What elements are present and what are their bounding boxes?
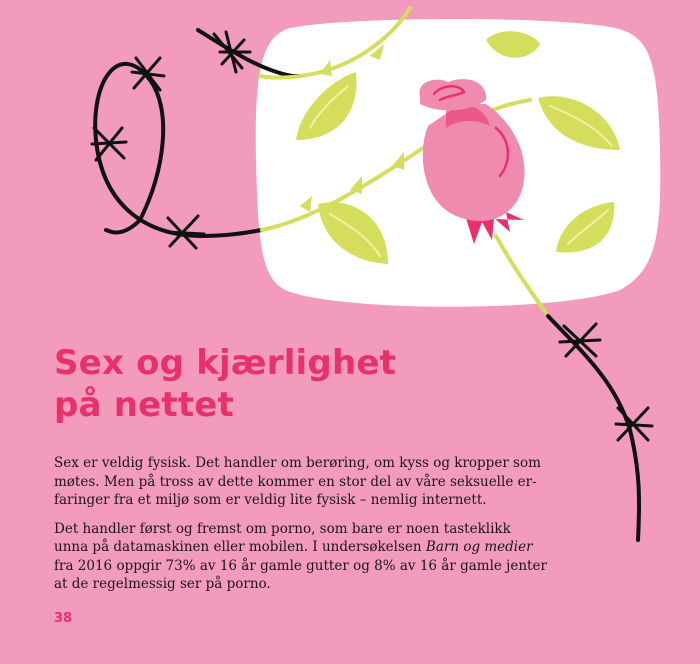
page-number: 38	[54, 611, 73, 626]
paragraph-2	[54, 520, 547, 594]
paragraph-2-line-2-text: unna på datamaskinen eller mobilen. I undersøkelsen	[54, 539, 422, 555]
paragraph-2-line-3: fra 2016 oppgir 73% av 16 år gamle gutter og 8% av 16 år gamle jenter	[54, 557, 547, 574]
paragraph-2-line-2	[54, 538, 533, 557]
paragraph-1	[54, 454, 541, 510]
paragraph-1-line-2: møtes. Men på tross av dette kommer en stor del av våre seksuelle er-	[54, 473, 537, 490]
body-text	[54, 454, 547, 604]
barbed-wire-lower	[548, 316, 639, 540]
paragraph-1-line-1: Sex er veldig fysisk. Det handler om berøring, om kyss og kropper som	[54, 455, 541, 471]
paragraph-2-line-4: at de regelmessig ser på porno.	[54, 576, 271, 592]
page-title	[54, 342, 396, 426]
paragraph-2-line-1: Det handler først og fremst om porno, som bare er noen tasteklikk	[54, 520, 511, 537]
publication-title: Barn og medier	[425, 539, 533, 555]
page-title-line-2: på nettet	[54, 385, 235, 425]
page-title-line-1: Sex og kjærlighet	[54, 343, 397, 383]
paragraph-1-line-3: faringer fra et miljø som er veldig lite fysisk – nemlig internett.	[54, 492, 487, 508]
